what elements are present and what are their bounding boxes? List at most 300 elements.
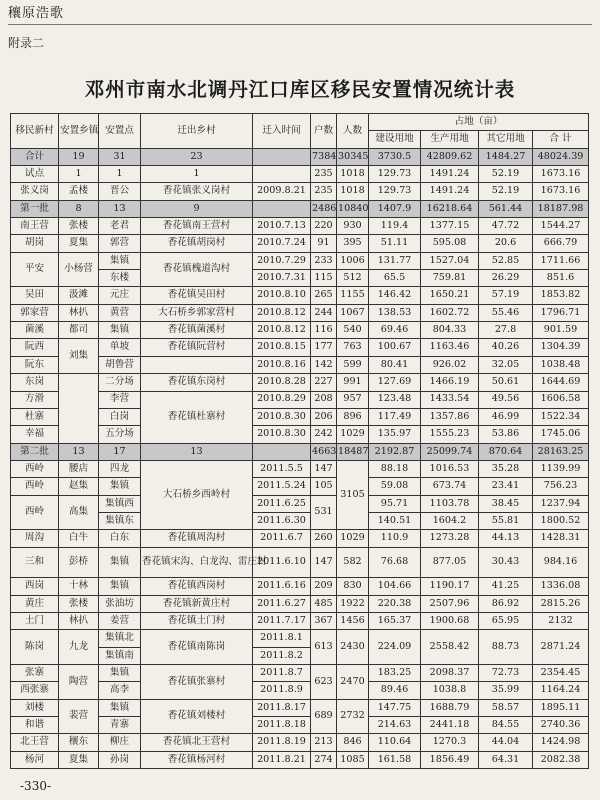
cell-production-land: 1602.72 [421,304,479,321]
cell-resettle-site: 晋公 [99,183,141,200]
cell-households: 147 [311,460,337,477]
cell-move-in-time: 2009.8.21 [253,183,311,200]
cell-origin-village: 香花镇刘楼村 [141,699,253,734]
cell-resettle-site: 胡鲁营 [99,356,141,373]
cell-production-land: 926.02 [421,356,479,373]
cell-production-land: 2441.18 [421,716,479,733]
cell-resettle-site: 31 [99,148,141,165]
cell-move-in-time: 2011.8.19 [253,734,311,751]
cell-construction-land: 110.64 [369,734,421,751]
cell-new-village: 第二批 [11,443,59,460]
cell-move-in-time: 2011.8.21 [253,751,311,768]
cell-construction-land: 220.38 [369,595,421,612]
cell-households: 115 [311,270,337,287]
cell-construction-land: 89.46 [369,682,421,699]
cell-population: 2732 [337,699,369,734]
cell-resettle-site: 集镇 [99,478,141,495]
cell-production-land: 25099.74 [421,443,479,460]
cell-construction-land: 138.53 [369,304,421,321]
cell-production-land: 1377.15 [421,218,479,235]
cell-move-in-time: 2011.5.24 [253,478,311,495]
cell-other-land: 32.05 [479,356,533,373]
cell-construction-land: 88.18 [369,460,421,477]
cell-resettle-site: 集镇东 [99,512,141,529]
cell-new-village: 菌溪 [11,322,59,339]
cell-resettle-town: 高集 [59,495,99,530]
cell-origin-village [141,356,253,373]
cell-move-in-time: 2010.8.12 [253,322,311,339]
col-header-resettle-site: 安置点 [99,114,141,149]
cell-households: 233 [311,252,337,269]
cell-origin-village: 香花镇张义岗村 [141,183,253,200]
cell-move-in-time: 2011.6.30 [253,512,311,529]
cell-total: 1606.58 [533,391,589,408]
col-header-move-in-time: 迁入时间 [253,114,311,149]
cell-other-land: 26.29 [479,270,533,287]
cell-resettle-site: 单坡 [99,339,141,356]
cell-population: 3105 [337,460,369,529]
cell-other-land: 20.6 [479,235,533,252]
table-row [11,578,589,595]
cell-other-land: 38.45 [479,495,533,512]
cell-move-in-time [253,200,311,217]
cell-population: 896 [337,408,369,425]
col-header-other-land: 其它用地 [479,131,533,148]
cell-population: 1085 [337,751,369,768]
cell-population: 763 [337,339,369,356]
cell-resettle-town: 陶营 [59,664,99,699]
cell-resettle-site: 五分场 [99,426,141,443]
cell-households: 227 [311,374,337,391]
cell-production-land: 1466.19 [421,374,479,391]
cell-resettle-town: 腰店 [59,460,99,477]
cell-households: 91 [311,235,337,252]
appendix-label: 附录二 [8,36,45,50]
cell-move-in-time: 2011.8.2 [253,647,311,664]
cell-population: 512 [337,270,369,287]
cell-production-land: 673.74 [421,478,479,495]
cell-resettle-town: 十林 [59,578,99,595]
table-row [11,478,589,495]
cell-origin-village: 香花镇东岗村 [141,374,253,391]
cell-production-land: 1856.49 [421,751,479,768]
cell-other-land: 35.99 [479,682,533,699]
cell-move-in-time: 2010.7.24 [253,235,311,252]
cell-construction-land: 214.63 [369,716,421,733]
cell-resettle-site: 东楼 [99,270,141,287]
cell-households: 209 [311,578,337,595]
cell-origin-village: 大石桥乡郭家营村 [141,304,253,321]
cell-construction-land: 127.69 [369,374,421,391]
cell-new-village: 杨河 [11,751,59,768]
cell-total: 2871.24 [533,630,589,665]
cell-resettle-town: 小杨营 [59,252,99,287]
cell-origin-village: 1 [141,166,253,183]
cell-households: 235 [311,183,337,200]
cell-resettle-site: 集镇 [99,322,141,339]
cell-production-land: 1527.04 [421,252,479,269]
cell-production-land: 595.08 [421,235,479,252]
cell-construction-land: 3730.5 [369,148,421,165]
cell-move-in-time: 2010.7.29 [253,252,311,269]
cell-new-village: 西张寨 [11,682,59,699]
cell-resettle-town: 夏集 [59,235,99,252]
cell-households: 265 [311,287,337,304]
cell-construction-land: 80.41 [369,356,421,373]
summary-row [11,443,589,460]
cell-resettle-site: 郭营 [99,235,141,252]
cell-production-land: 2507.96 [421,595,479,612]
cell-new-village: 土门 [11,612,59,629]
cell-resettle-site: 集镇 [99,699,141,716]
cell-resettle-town: 九龙 [59,630,99,665]
cell-resettle-site: 四龙 [99,460,141,477]
cell-resettle-town: 白牛 [59,530,99,547]
cell-origin-village: 香花镇北王营村 [141,734,253,751]
col-header-land-group: 占地（亩） [369,114,589,131]
page-number: -330- [20,779,52,793]
table-row [11,595,589,612]
cell-households: 485 [311,595,337,612]
cell-origin-village: 香花镇吴田村 [141,287,253,304]
cell-population: 1006 [337,252,369,269]
cell-total: 18187.98 [533,200,589,217]
running-header [8,2,592,25]
cell-new-village: 幸福 [11,426,59,443]
cell-move-in-time [253,443,311,460]
cell-new-village: 三和 [11,547,59,578]
cell-other-land: 35.28 [479,460,533,477]
cell-population: 599 [337,356,369,373]
cell-move-in-time: 2010.7.31 [253,270,311,287]
cell-other-land: 52.19 [479,166,533,183]
cell-move-in-time: 2011.6.7 [253,530,311,547]
cell-other-land: 46.99 [479,408,533,425]
cell-production-land: 1555.23 [421,426,479,443]
cell-move-in-time [253,148,311,165]
table-row [11,547,589,578]
cell-total: 1164.24 [533,682,589,699]
cell-total: 756.23 [533,478,589,495]
cell-resettle-site: 老君 [99,218,141,235]
cell-production-land: 1491.24 [421,166,479,183]
cell-resettle-town: 刘集 [59,339,99,374]
summary-row [11,200,589,217]
cell-origin-village: 香花镇新黄庄村 [141,595,253,612]
cell-households: 142 [311,356,337,373]
cell-new-village: 西岗 [11,578,59,595]
cell-move-in-time: 2010.8.10 [253,287,311,304]
cell-origin-village: 香花镇菌溪村 [141,322,253,339]
cell-move-in-time: 2010.8.15 [253,339,311,356]
cell-other-land: 27.8 [479,322,533,339]
cell-construction-land: 135.97 [369,426,421,443]
cell-population: 18487 [337,443,369,460]
cell-households: 4663 [311,443,337,460]
cell-resettle-site: 孙岗 [99,751,141,768]
cell-total: 1139.99 [533,460,589,477]
cell-resettle-site: 元庄 [99,287,141,304]
cell-production-land: 1038.8 [421,682,479,699]
col-header-total: 合 计 [533,131,589,148]
col-header-population: 人数 [337,114,369,149]
cell-population: 10840 [337,200,369,217]
table-row [11,183,589,200]
cell-production-land: 1357.86 [421,408,479,425]
cell-origin-village: 香花镇周沟村 [141,530,253,547]
cell-new-village: 合计 [11,148,59,165]
cell-production-land: 42809.62 [421,148,479,165]
cell-resettle-site: 集镇 [99,252,141,269]
cell-construction-land: 104.66 [369,578,421,595]
cell-new-village: 黄庄 [11,595,59,612]
cell-construction-land: 95.71 [369,495,421,512]
cell-households: 274 [311,751,337,768]
cell-resettle-town: 穰东 [59,734,99,751]
cell-total: 2354.45 [533,664,589,681]
cell-construction-land: 69.46 [369,322,421,339]
cell-new-village: 东岗 [11,374,59,391]
cell-origin-village: 23 [141,148,253,165]
cell-total: 1673.16 [533,183,589,200]
cell-population: 957 [337,391,369,408]
cell-resettle-town: 都司 [59,322,99,339]
cell-resettle-site: 高李 [99,682,141,699]
cell-households: 147 [311,547,337,578]
cell-population: 930 [337,218,369,235]
cell-other-land: 23.41 [479,478,533,495]
cell-production-land: 804.33 [421,322,479,339]
cell-total: 1745.06 [533,426,589,443]
col-header-production-land: 生产用地 [421,131,479,148]
cell-other-land: 58.57 [479,699,533,716]
cell-resettle-site: 李营 [99,391,141,408]
col-header-households: 户数 [311,114,337,149]
cell-production-land: 2558.42 [421,630,479,665]
cell-resettle-site: 白东 [99,530,141,547]
cell-new-village: 张义岗 [11,183,59,200]
cell-production-land: 1650.21 [421,287,479,304]
cell-construction-land: 100.67 [369,339,421,356]
cell-resettle-town: 1 [59,166,99,183]
cell-move-in-time: 2011.7.17 [253,612,311,629]
cell-resettle-town: 林扒 [59,304,99,321]
cell-move-in-time: 2010.7.13 [253,218,311,235]
cell-total: 851.6 [533,270,589,287]
cell-households: 689 [311,699,337,734]
cell-resettle-site: 13 [99,200,141,217]
cell-origin-village: 香花镇南陈岗 [141,630,253,665]
cell-total: 2132 [533,612,589,629]
cell-other-land: 84.55 [479,716,533,733]
cell-move-in-time: 2011.6.27 [253,595,311,612]
cell-resettle-town: 汲滩 [59,287,99,304]
cell-new-village: 胡岗 [11,235,59,252]
cell-other-land: 44.04 [479,734,533,751]
cell-population: 540 [337,322,369,339]
table-row [11,734,589,751]
cell-households: 220 [311,218,337,235]
cell-production-land: 16218.64 [421,200,479,217]
cell-origin-village: 香花镇土门村 [141,612,253,629]
table-row [11,235,589,252]
cell-other-land: 86.92 [479,595,533,612]
cell-new-village: 杜寨 [11,408,59,425]
cell-total: 1644.69 [533,374,589,391]
cell-move-in-time: 2010.8.28 [253,374,311,391]
cell-construction-land: 147.75 [369,699,421,716]
cell-construction-land: 131.77 [369,252,421,269]
cell-production-land: 1190.17 [421,578,479,595]
cell-other-land: 870.64 [479,443,533,460]
cell-construction-land: 183.25 [369,664,421,681]
cell-new-village: 试点 [11,166,59,183]
table-row [11,664,589,681]
cell-households: 116 [311,322,337,339]
cell-origin-village: 13 [141,443,253,460]
cell-resettle-site: 柳庄 [99,734,141,751]
cell-households: 613 [311,630,337,665]
cell-resettle-town: 张楼 [59,218,99,235]
cell-total: 1673.16 [533,166,589,183]
cell-construction-land: 140.51 [369,512,421,529]
cell-total: 1544.27 [533,218,589,235]
cell-resettle-town: 赵集 [59,478,99,495]
cell-new-village: 西岭 [11,495,59,530]
cell-households: 242 [311,426,337,443]
cell-total: 1522.34 [533,408,589,425]
cell-move-in-time: 2010.8.30 [253,426,311,443]
cell-total: 2740.36 [533,716,589,733]
cell-new-village: 北王营 [11,734,59,751]
cell-origin-village: 香花镇槐道沟村 [141,252,253,287]
page-title: 邓州市南水北调丹江口库区移民安置情况统计表 [84,78,516,101]
cell-new-village: 吴田 [11,287,59,304]
cell-origin-village: 香花镇张寨村 [141,664,253,699]
cell-other-land: 41.25 [479,578,533,595]
table-row [11,612,589,629]
cell-production-land: 1016.53 [421,460,479,477]
col-header-resettle-town: 安置乡镇 [59,114,99,149]
table-row [11,322,589,339]
cell-new-village: 陈岗 [11,630,59,665]
cell-production-land: 1688.79 [421,699,479,716]
cell-origin-village: 香花镇胡岗村 [141,235,253,252]
summary-row [11,148,589,165]
cell-total: 1038.48 [533,356,589,373]
cell-production-land: 877.05 [421,547,479,578]
table-row [11,252,589,269]
cell-move-in-time: 2010.8.16 [253,356,311,373]
cell-population: 1018 [337,183,369,200]
cell-households: 105 [311,478,337,495]
cell-resettle-town [59,374,99,443]
cell-population: 991 [337,374,369,391]
cell-households: 367 [311,612,337,629]
table-row [11,699,589,716]
cell-move-in-time: 2011.8.1 [253,630,311,647]
cell-population: 1029 [337,426,369,443]
cell-households: 7384 [311,148,337,165]
cell-population: 30345 [337,148,369,165]
cell-resettle-site: 集镇 [99,578,141,595]
cell-production-land: 2098.37 [421,664,479,681]
cell-resettle-site: 二分场 [99,374,141,391]
header-text: 穰原浩歌 [8,6,65,21]
cell-production-land: 1433.54 [421,391,479,408]
cell-resettle-site: 1 [99,166,141,183]
cell-population: 1018 [337,166,369,183]
cell-other-land: 57.19 [479,287,533,304]
cell-construction-land: 1407.9 [369,200,421,217]
cell-move-in-time: 2010.8.12 [253,304,311,321]
cell-resettle-site: 姜营 [99,612,141,629]
cell-other-land: 72.73 [479,664,533,681]
cell-new-village: 和谐 [11,716,59,733]
cell-construction-land: 123.48 [369,391,421,408]
cell-total: 901.59 [533,322,589,339]
table-row [11,304,589,321]
cell-resettle-site: 集镇 [99,547,141,578]
cell-production-land: 1270.3 [421,734,479,751]
cell-new-village: 阮东 [11,356,59,373]
cell-total: 1853.82 [533,287,589,304]
statistics-table [10,113,589,769]
cell-population: 2430 [337,630,369,665]
cell-production-land: 1604.2 [421,512,479,529]
cell-resettle-site: 黄营 [99,304,141,321]
cell-new-village: 平安 [11,252,59,287]
cell-construction-land: 146.42 [369,287,421,304]
cell-total: 1800.52 [533,512,589,529]
cell-origin-village: 香花镇杜寨村 [141,391,253,443]
cell-households: 623 [311,664,337,699]
table-row [11,630,589,647]
table-row [11,751,589,768]
cell-population: 830 [337,578,369,595]
cell-resettle-town: 13 [59,443,99,460]
cell-construction-land: 117.49 [369,408,421,425]
cell-move-in-time: 2011.6.16 [253,578,311,595]
cell-move-in-time: 2011.8.17 [253,699,311,716]
cell-new-village: 南王营 [11,218,59,235]
table-row [11,530,589,547]
cell-construction-land: 129.73 [369,166,421,183]
cell-households: 177 [311,339,337,356]
cell-total: 1424.98 [533,734,589,751]
cell-resettle-site: 张油坊 [99,595,141,612]
cell-construction-land: 2192.87 [369,443,421,460]
cell-other-land: 50.61 [479,374,533,391]
table-row [11,495,589,512]
cell-construction-land: 110.9 [369,530,421,547]
cell-origin-village: 香花镇南王营村 [141,218,253,235]
cell-production-land: 1900.68 [421,612,479,629]
cell-move-in-time: 2011.8.7 [253,664,311,681]
cell-resettle-town: 张楼 [59,595,99,612]
cell-origin-village: 香花镇宋沟、白龙沟、雷庄村 [141,547,253,578]
cell-new-village: 阮西 [11,339,59,356]
cell-total: 1428.31 [533,530,589,547]
cell-resettle-site: 集镇西 [99,495,141,512]
cell-total: 984.16 [533,547,589,578]
cell-total: 1237.94 [533,495,589,512]
cell-new-village: 张寨 [11,664,59,681]
table-row [11,287,589,304]
cell-new-village: 刘楼 [11,699,59,716]
cell-construction-land: 51.11 [369,235,421,252]
col-header-new-village: 移民新村 [11,114,59,149]
